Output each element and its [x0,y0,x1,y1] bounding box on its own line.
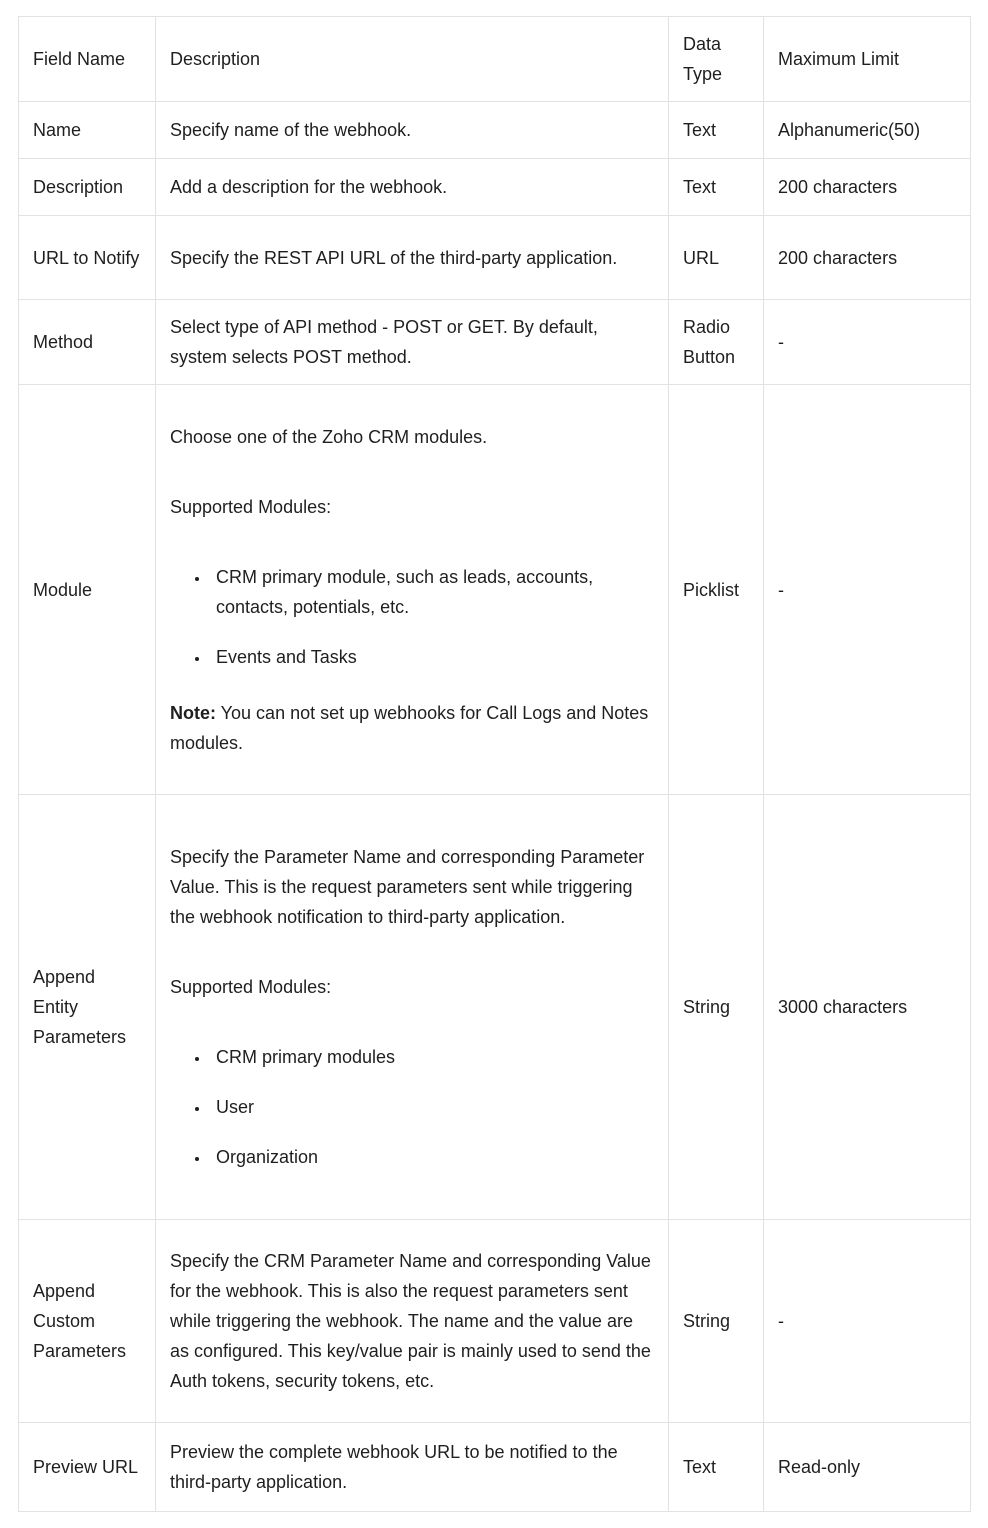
table-row [19,1423,971,1512]
description-paragraph: Specify the CRM Parameter Name and corresponding Value for the webhook. This is also the request parameters sent while triggering the webhook. The name and the value are as configured. This key/value pair is mainly used to send the Auth tokens, security tokens, etc. [170,1251,651,1391]
description-paragraph: Specify name of the webhook. [170,120,412,140]
field-name-cell: URL to Notify [19,216,156,300]
field-name-cell: Method [19,300,156,385]
header-field-name: Field Name [19,17,156,102]
description-paragraph: Specify the Parameter Name and corresponding Parameter Value. This is the request parameters sent while triggering the webhook notification to third-party application. [170,847,645,927]
data-type-cell: Picklist [669,385,764,795]
description-cell [156,300,669,385]
note-label: Note: [170,702,216,723]
bullet-list [170,1042,654,1172]
field-name-cell: Append Entity Parameters [19,795,156,1220]
table-row [19,795,971,1220]
maximum-limit-cell: - [764,300,971,385]
field-name-cell: Description [19,159,156,216]
description-cell [156,385,669,795]
table-row [19,385,971,795]
maximum-limit-cell: 200 characters [764,216,971,300]
header-description: Description [156,17,669,102]
table-body [19,102,971,1512]
maximum-limit-cell: 3000 characters [764,795,971,1220]
data-type-cell: Radio Button [669,300,764,385]
description-paragraph: Add a description for the webhook. [170,177,448,197]
description-cell [156,795,669,1220]
data-type-cell: URL [669,216,764,300]
table-header [19,17,971,102]
description-cell [156,1220,669,1423]
description-paragraph: Note: You can not set up webhooks for Call Logs and Notes modules. [170,702,649,753]
header-data-type: Data Type [669,17,764,102]
bullet-item: • Events and Tasks [210,642,654,672]
data-type-cell: String [669,1220,764,1423]
description-cell [156,102,669,159]
data-type-cell: String [669,795,764,1220]
table-row [19,1220,971,1423]
description-cell [156,159,669,216]
maximum-limit-cell: - [764,385,971,795]
field-name-cell: Append Custom Parameters [19,1220,156,1423]
bullet-item: • CRM primary module, such as leads, accounts, contacts, potentials, etc. [210,562,654,622]
bullet-item: • Organization [210,1142,654,1172]
data-type-cell: Text [669,1423,764,1512]
table-row [19,300,971,385]
description-cell [156,1423,669,1512]
field-name-cell: Preview URL [19,1423,156,1512]
table-row [19,102,971,159]
description-cell [156,216,669,300]
description-paragraph: Preview the complete webhook URL to be notified to the third-party application. [170,1442,618,1492]
data-type-cell: Text [669,159,764,216]
header-row [19,17,971,102]
data-type-cell: Text [669,102,764,159]
header-maximum-limit: Maximum Limit [764,17,971,102]
table-row [19,216,971,300]
description-paragraph: Choose one of the Zoho CRM modules. [170,426,488,447]
description-paragraph: Specify the REST API URL of the third-party application. [170,247,618,268]
bullet-list [170,562,654,672]
bullet-item: • CRM primary modules [210,1042,654,1072]
table-row [19,159,971,216]
field-name-cell: Name [19,102,156,159]
bullet-item: • User [210,1092,654,1122]
description-paragraph: Supported Modules: [170,977,332,997]
maximum-limit-cell: Alphanumeric(50) [764,102,971,159]
maximum-limit-cell: 200 characters [764,159,971,216]
webhook-fields-table [18,16,971,1512]
description-paragraph: Select type of API method - POST or GET. By default, system selects POST method. [170,317,598,367]
maximum-limit-cell: Read-only [764,1423,971,1512]
maximum-limit-cell: - [764,1220,971,1423]
field-name-cell: Module [19,385,156,795]
description-paragraph: Supported Modules: [170,496,332,517]
